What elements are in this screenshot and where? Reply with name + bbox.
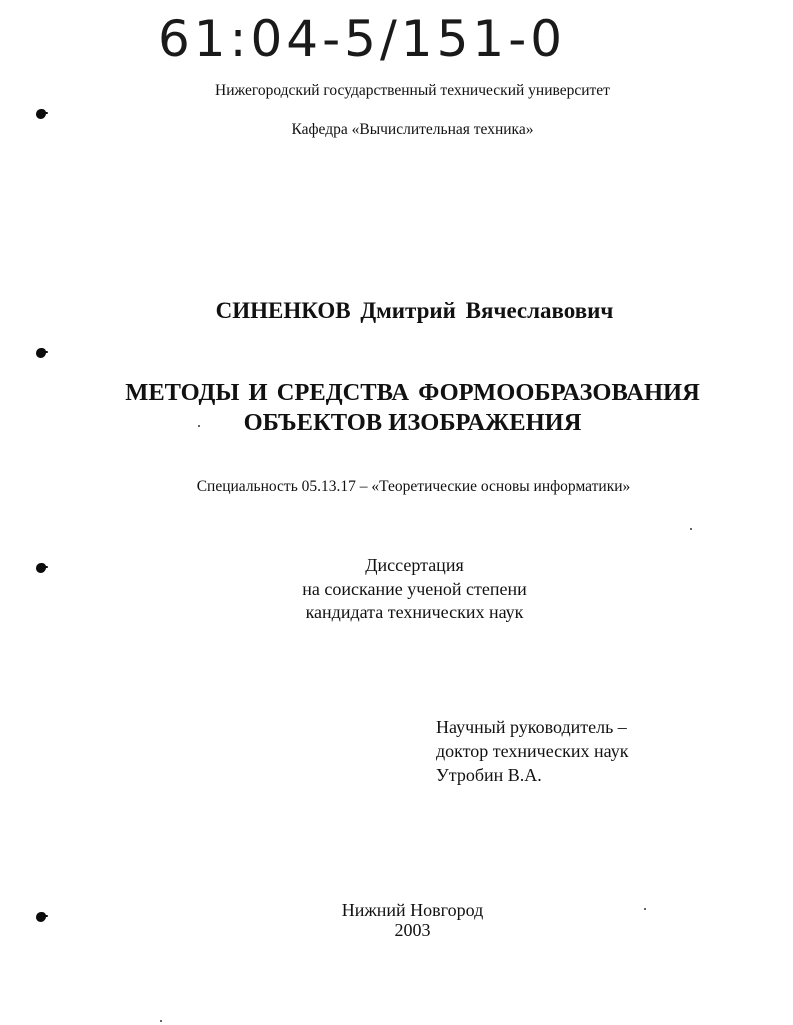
university-name: Нижегородский государственный технический университет (215, 82, 610, 99)
handwritten-catalog-number (158, 4, 628, 66)
specialty: Специальность 05.13.17 – «Теоретические основы информатики» (196, 478, 631, 495)
scan-speck (690, 528, 692, 530)
supervisor-degree: доктор технических наук (436, 741, 629, 761)
supervisor-block (436, 715, 629, 787)
year: 2003 (394, 920, 431, 940)
scan-speck (198, 425, 200, 427)
punch-hole-mark (36, 109, 46, 119)
department-name: Кафедра «Вычислительная техника» (291, 121, 534, 138)
handwritten-catalog-number-text: 61:04-5/151-0 (158, 10, 567, 66)
dissertation-title-line-1: МЕТОДЫ И СРЕДСТВА ФОРМООБРАЗОВАНИЯ (125, 379, 700, 406)
punch-hole-mark (36, 348, 46, 358)
degree-purpose: на соискание ученой степени (302, 579, 527, 599)
dissertation-label: Диссертация (365, 555, 464, 575)
supervisor-role: Научный руководитель – (436, 717, 627, 737)
scan-speck (160, 1020, 162, 1022)
degree-name: кандидата технических наук (305, 602, 524, 622)
city: Нижний Новгород (341, 900, 484, 920)
dissertation-title-line-2: ОБЪЕКТОВ ИЗОБРАЖЕНИЯ (243, 409, 582, 436)
author-name: СИНЕНКОВ Дмитрий Вячеславович (215, 298, 614, 323)
supervisor-name: Утробин В.А. (436, 765, 542, 785)
scan-speck (644, 908, 646, 910)
